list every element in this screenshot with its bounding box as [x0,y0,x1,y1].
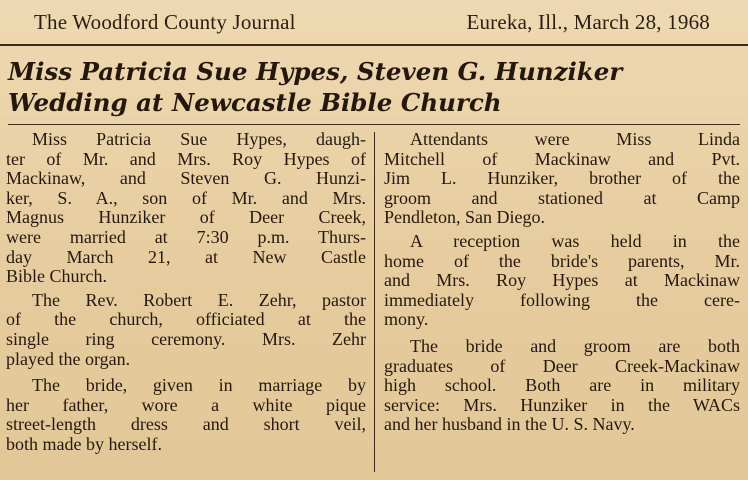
paragraph [6,291,366,369]
column-divider [374,132,375,472]
text-line: day March 21, at New Castle [6,246,366,267]
article-column-right [384,130,740,439]
text-line: mony. [384,309,429,330]
publication-name: The Woodford County Journal [34,10,296,34]
text-line: and Mrs. Roy Hypes at Mackinaw [384,270,740,291]
text-line: her father, wore a white pique [6,394,366,415]
text-line: were married at 7:30 p.m. Thurs- [6,226,366,247]
text-line: Bible Church. [6,266,107,287]
text-line: Mackinaw, and Steven G. Hunzi- [6,168,366,189]
article-headline [8,56,743,118]
text-line: Mitchell of Mackinaw and Pvt. [384,148,740,169]
text-line: The bride, given in marriage by [32,375,366,396]
headline-line-1: Miss Patricia Sue Hypes, Steven G. Hunziker [8,57,623,86]
text-line: Magnus Hunziker of Deer Creek, [6,207,366,228]
text-line: immediately following the cere- [384,289,740,310]
text-line: ter of Mr. and Mrs. Roy Hypes of [6,148,366,169]
paragraph [384,232,740,330]
text-line: The bride and groom are both [410,335,740,356]
text-line: graduates of Deer Creek-Mackinaw [384,355,740,376]
text-line: played the organ. [6,348,131,369]
text-line: Miss Patricia Sue Hypes, daugh- [32,129,366,149]
masthead-bar [0,0,748,46]
text-line: both made by herself. [6,433,162,454]
text-line: Attendants were Miss Linda [410,129,740,149]
paragraph [384,130,740,228]
text-line: The Rev. Robert E. Zehr, pastor [32,289,366,310]
text-line: and her husband in the U. S. Navy. [384,414,635,435]
text-line: high school. Both are in military [384,375,740,396]
text-line: ker, S. A., son of Mr. and Mrs. [6,187,366,208]
text-line: service: Mrs. Hunziker in the WACs [384,394,740,415]
text-line: of the church, officiated at the [6,309,366,330]
dateline: Eureka, Ill., March 28, 1968 [466,10,710,34]
headline-divider [8,124,740,125]
text-line: Jim L. Hunziker, brother of the [384,168,740,189]
text-line: A reception was held in the [410,230,740,251]
text-line: home of the bride's parents, Mr. [384,250,740,271]
paragraph [6,376,366,454]
text-line: groom and stationed at Camp [384,187,740,208]
text-line: single ring ceremony. Mrs. Zehr [6,328,366,349]
text-line: street-length dress and short veil, [6,414,366,435]
paragraph [384,337,740,435]
headline-line-2: Wedding at Newcastle Bible Church [8,88,502,117]
text-line: Pendleton, San Diego. [384,207,545,228]
article-column-left [6,130,366,459]
paragraph [6,130,366,287]
